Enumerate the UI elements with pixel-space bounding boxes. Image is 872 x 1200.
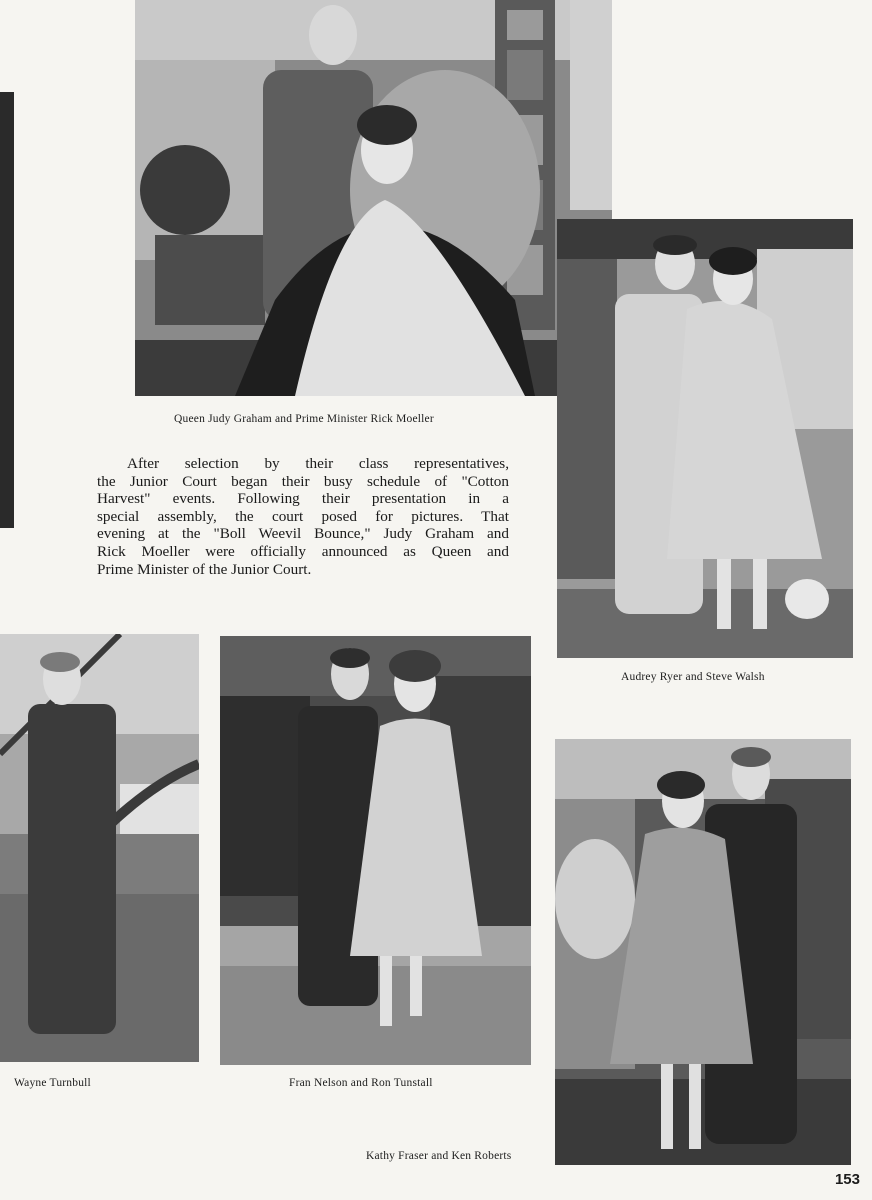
adjacent-page-photo-edge [0, 92, 14, 528]
paragraph-line: the Junior Court began their busy schedule of "Cotton [97, 472, 509, 490]
photo-fran-and-ron [220, 636, 531, 1065]
paragraph-line: Prime Minister of the Junior Court. [97, 560, 312, 578]
photo-kathy-and-ken [555, 739, 851, 1165]
paragraph-line: Harvest" events. Following their presentation in a [97, 490, 509, 508]
paragraph-line: Rick Moeller were officially announced as Queen and [97, 542, 509, 560]
caption-audrey: Audrey Ryer and Steve Walsh [621, 671, 765, 683]
caption-kathy: Kathy Fraser and Ken Roberts [366, 1150, 512, 1162]
photo-audrey-and-steve [557, 219, 853, 658]
photo-wayne [0, 634, 199, 1062]
paragraph-line: After selection by their class representatives, [127, 455, 509, 472]
caption-queen: Queen Judy Graham and Prime Minister Rick Moeller [174, 413, 434, 425]
photo-queen-and-prime-minister [135, 0, 612, 396]
paragraph-line: special assembly, the court posed for pictures. That [97, 507, 509, 525]
caption-fran: Fran Nelson and Ron Tunstall [289, 1077, 433, 1089]
article-paragraph [97, 455, 509, 578]
caption-wayne: Wayne Turnbull [14, 1077, 91, 1089]
page-number: 153 [834, 1171, 860, 1188]
paragraph-line: evening at the "Boll Weevil Bounce," Judy Graham and [97, 525, 509, 543]
